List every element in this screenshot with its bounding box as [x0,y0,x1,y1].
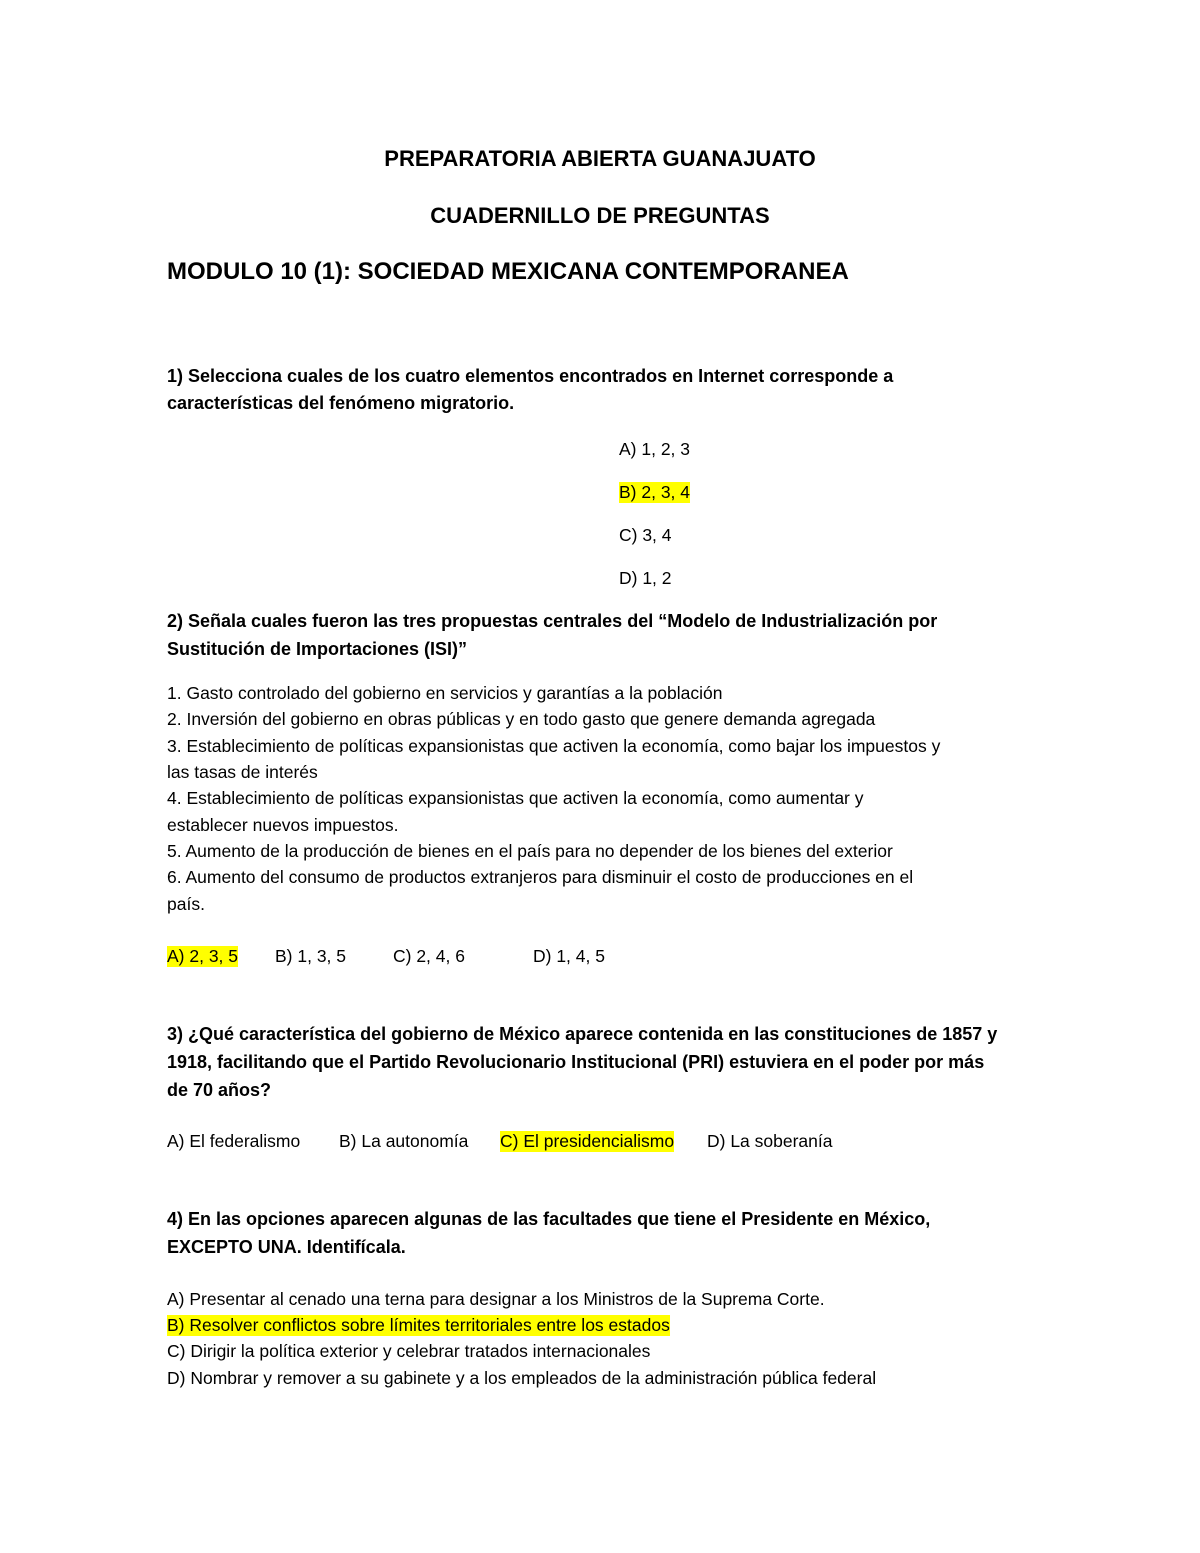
q4-option-d: D) Nombrar y remover a su gabinete y a los empleados de la administración pública federal [167,1368,877,1388]
q3-option-c-answer: C) El presidencialismo [500,1131,675,1151]
q2-option-c: C) 2, 4, 6 [393,946,465,966]
q2-item: las tasas de interés [167,762,318,782]
q2-item: 6. Aumento del consumo de productos extranjeros para disminuir el costo de producciones en el [167,867,914,887]
q1-option-d: D) 1, 2 [619,568,672,588]
school-title: PREPARATORIA ABIERTA GUANAJUATO [384,146,816,171]
q2-item: 4. Establecimiento de políticas expansionistas que activen la economía, como aumentar y [167,788,864,808]
q4-text-line2: EXCEPTO UNA. Identifícala. [167,1237,406,1257]
q2-item: 1. Gasto controlado del gobierno en servicios y garantías a la población [167,683,723,703]
q4-option-b-answer: B) Resolver conflictos sobre límites territoriales entre los estados [167,1315,670,1335]
q2-item: 5. Aumento de la producción de bienes en el país para no depender de los bienes del exterior [167,841,893,861]
q1-text-line2: características del fenómeno migratorio. [167,393,515,413]
q2-option-a-answer: A) 2, 3, 5 [167,946,239,966]
q1-text-line1: 1) Selecciona cuales de los cuatro elementos encontrados en Internet corresponde a [167,366,894,386]
booklet-title: CUADERNILLO DE PREGUNTAS [430,203,770,228]
q3-option-d: D) La soberanía [707,1131,833,1151]
q2-option-b: B) 1, 3, 5 [275,946,347,966]
q2-text-line1: 2) Señala cuales fueron las tres propuestas centrales del “Modelo de Industrialización por [167,611,938,631]
q1-option-b-answer: B) 2, 3, 4 [619,482,691,502]
q2-item: 2. Inversión del gobierno en obras públicas y en todo gasto que genere demanda agregada [167,709,876,729]
q4-option-c: C) Dirigir la política exterior y celebrar tratados internacionales [167,1341,651,1361]
q4-option-a: A) Presentar al cenado una terna para designar a los Ministros de la Suprema Corte. [167,1289,825,1309]
q4-text-line1: 4) En las opciones aparecen algunas de las facultades que tiene el Presidente en México, [167,1209,931,1229]
module-title: MODULO 10 (1): SOCIEDAD MEXICANA CONTEMPORANEA [167,258,849,285]
q3-text-line1: 3) ¿Qué característica del gobierno de México aparece contenida en las constituciones de 1857 y [167,1024,998,1044]
q3-option-a: A) El federalismo [167,1131,301,1151]
q1-option-a: A) 1, 2, 3 [619,439,691,459]
q2-option-d: D) 1, 4, 5 [533,946,605,966]
q2-item: establecer nuevos impuestos. [167,815,399,835]
q3-option-b: B) La autonomía [339,1131,469,1151]
q2-item: 3. Establecimiento de políticas expansionistas que activen la economía, como bajar los impuestos y [167,736,941,756]
q3-text-line3: de 70 años? [167,1080,272,1100]
q1-option-c: C) 3, 4 [619,525,672,545]
q2-item: país. [167,894,205,914]
q3-text-line2: 1918, facilitando que el Partido Revolucionario Institucional (PRI) estuviera en el poder por más [167,1052,985,1072]
q2-text-line2: Sustitución de Importaciones (ISI)” [167,639,468,659]
